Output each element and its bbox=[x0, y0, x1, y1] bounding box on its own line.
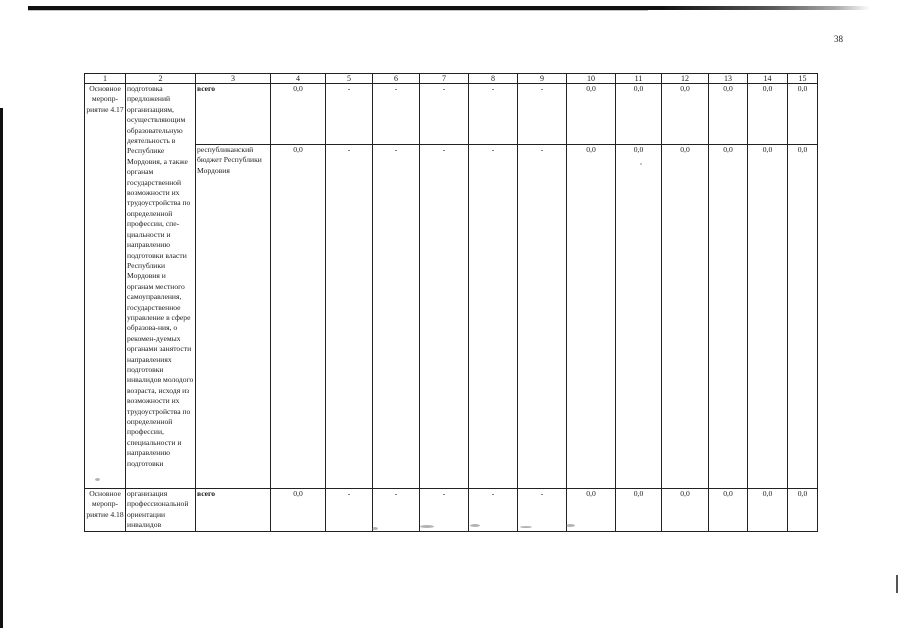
value-cell: - bbox=[518, 145, 567, 489]
column-number: 3 bbox=[196, 74, 271, 84]
value-cell: 0,0 bbox=[709, 489, 748, 532]
column-number: 9 bbox=[518, 74, 567, 84]
column-number: 6 bbox=[373, 74, 420, 84]
value-cell: 0,0 bbox=[662, 84, 709, 145]
value-cell: 0,0 bbox=[567, 489, 616, 532]
activity-name: организация профессиональной ориентации инвалидов bbox=[126, 489, 196, 532]
value-cell: - bbox=[420, 145, 469, 489]
funding-source: всего bbox=[196, 84, 271, 145]
scan-border-left bbox=[0, 108, 3, 628]
column-number: 1 bbox=[85, 74, 126, 84]
scan-noise bbox=[420, 525, 434, 528]
value-cell: 0,0 bbox=[616, 84, 662, 145]
value-cell: 0,0 bbox=[616, 489, 662, 532]
scan-noise bbox=[640, 163, 642, 165]
value-cell: 0,0 bbox=[748, 489, 788, 532]
table-row bbox=[85, 84, 818, 145]
page-number: 38 bbox=[834, 34, 843, 44]
column-number: 12 bbox=[662, 74, 709, 84]
column-number: 15 bbox=[788, 74, 818, 84]
funding-source: республиканский бюджет Республики Мордовия bbox=[196, 145, 271, 489]
scan-noise bbox=[372, 527, 378, 530]
value-cell: - bbox=[326, 84, 373, 145]
value-cell: 0,0 bbox=[748, 145, 788, 489]
column-number: 7 bbox=[420, 74, 469, 84]
table-row bbox=[85, 489, 818, 532]
value-cell: - bbox=[420, 84, 469, 145]
value-cell: 0,0 bbox=[662, 489, 709, 532]
value-cell: 0,0 bbox=[788, 489, 818, 532]
column-number: 8 bbox=[469, 74, 518, 84]
value-cell: - bbox=[373, 489, 420, 532]
value-cell: - bbox=[518, 489, 567, 532]
value-cell: 0,0 bbox=[662, 145, 709, 489]
value-cell: 0,0 bbox=[788, 84, 818, 145]
value-cell: - bbox=[373, 145, 420, 489]
activity-label: Основное меропр-риятие 4.18 bbox=[85, 489, 126, 532]
scan-mark-right bbox=[896, 575, 898, 593]
value-cell: - bbox=[518, 84, 567, 145]
value-cell: - bbox=[469, 145, 518, 489]
value-cell: - bbox=[373, 84, 420, 145]
budget-table bbox=[84, 73, 818, 532]
value-cell: 0,0 bbox=[616, 145, 662, 489]
scan-border-shadow bbox=[28, 10, 648, 11]
value-cell: - bbox=[420, 489, 469, 532]
value-cell: - bbox=[326, 145, 373, 489]
value-cell: 0,0 bbox=[709, 84, 748, 145]
value-cell: - bbox=[469, 84, 518, 145]
value-cell: 0,0 bbox=[271, 145, 326, 489]
column-number: 2 bbox=[126, 74, 196, 84]
value-cell: - bbox=[469, 489, 518, 532]
column-numbers-row bbox=[85, 74, 818, 84]
activity-name: подготовка предложений организациям, осуществляющим образовательную деятельность в Республике Мордовия, а также органам государственной возможности их трудоустройства по определенной профессии, спе-циальности и направлению подготовки власти Республики Мордовия и органам местного самоуправления, государственное управление в сфере образова-ния, о рекомен-дуемых органами занятости направлениях подготовки инвалидов молодого возраста, исходя из возможности их трудоустройства по определенной профессии, специальности и направлению подготовки bbox=[126, 84, 196, 489]
column-number: 4 bbox=[271, 74, 326, 84]
column-number: 5 bbox=[326, 74, 373, 84]
value-cell: 0,0 bbox=[271, 84, 326, 145]
column-number: 13 bbox=[709, 74, 748, 84]
scan-noise bbox=[470, 524, 480, 527]
column-number: 10 bbox=[567, 74, 616, 84]
value-cell: 0,0 bbox=[271, 489, 326, 532]
value-cell: 0,0 bbox=[567, 84, 616, 145]
value-cell: 0,0 bbox=[709, 145, 748, 489]
activity-label: Основное меропр-риятие 4.17 bbox=[85, 84, 126, 489]
column-number: 11 bbox=[616, 74, 662, 84]
value-cell: 0,0 bbox=[567, 145, 616, 489]
value-cell: - bbox=[326, 489, 373, 532]
scan-noise bbox=[95, 478, 100, 481]
value-cell: 0,0 bbox=[748, 84, 788, 145]
column-number: 14 bbox=[748, 74, 788, 84]
value-cell: 0,0 bbox=[788, 145, 818, 489]
funding-source: всего bbox=[196, 489, 271, 532]
scan-noise bbox=[566, 524, 575, 527]
scan-noise bbox=[520, 526, 532, 528]
